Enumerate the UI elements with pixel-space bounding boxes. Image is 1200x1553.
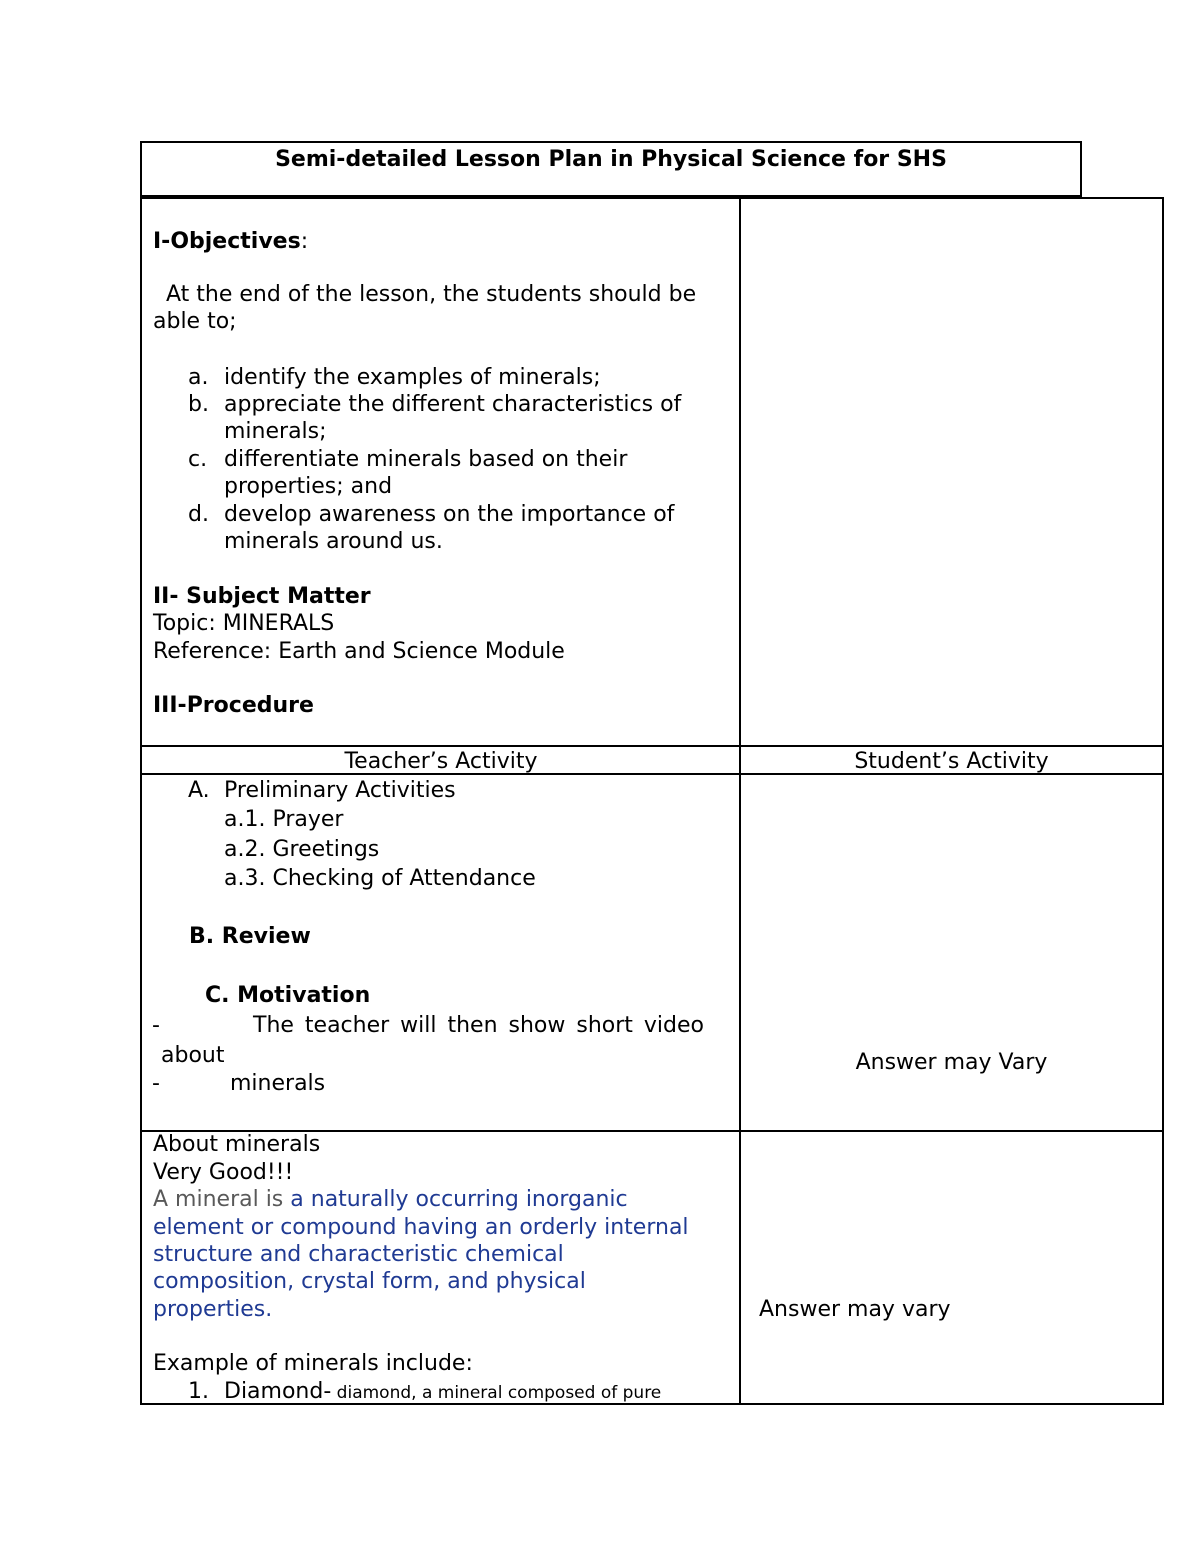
- objective-item-a: [188, 364, 748, 391]
- discussion-praise: Very Good!!!: [153, 1160, 294, 1185]
- preliminary-marker: A.: [188, 778, 210, 803]
- examples-heading: Example of minerals include:: [153, 1351, 473, 1376]
- table-border-left: [140, 197, 142, 1405]
- motivation-text: minerals: [230, 1071, 326, 1096]
- bullet-dash: -: [152, 1013, 160, 1038]
- preliminary-item-greetings: a.2. Greetings: [224, 837, 380, 862]
- table-border-right: [1162, 197, 1164, 1405]
- preliminary-label: Preliminary Activities: [224, 778, 456, 803]
- motivation-text: The teacher will then show short video: [253, 1013, 705, 1038]
- example-item-diamond: [188, 1378, 738, 1405]
- definition-text: a naturally occurring inorganic: [283, 1187, 628, 1212]
- definition-line-4: composition, crystal form, and physical: [153, 1269, 586, 1294]
- student-answer-2: Answer may vary: [759, 1297, 951, 1322]
- motivation-line-1: [152, 1012, 730, 1039]
- objective-text: appreciate the different characteristics of minerals;: [224, 392, 682, 444]
- objective-marker: d.: [188, 502, 209, 527]
- objective-text: differentiate minerals based on their properties; and: [224, 447, 628, 499]
- example-label: [224, 1378, 661, 1407]
- discussion-about: About minerals: [153, 1132, 321, 1157]
- motivation-line-3: [152, 1070, 552, 1097]
- page-title: Semi-detailed Lesson Plan in Physical Science for SHS: [140, 141, 1082, 197]
- example-description: diamond, a mineral composed of pure: [331, 1383, 662, 1403]
- review-heading: B. Review: [189, 924, 311, 949]
- subject-topic: Topic: MINERALS: [153, 611, 335, 636]
- preliminary-item-attendance: a.3. Checking of Attendance: [224, 866, 536, 891]
- objective-item-c: [188, 446, 748, 500]
- motivation-line-2: about: [161, 1043, 225, 1068]
- definition-line-2: element or compound having an orderly internal: [153, 1215, 689, 1240]
- objective-text: develop awareness on the importance of minerals around us.: [224, 502, 675, 554]
- student-activity-header: Student’s Activity: [854, 749, 1049, 774]
- table-border-top: [140, 197, 1164, 199]
- objective-text: identify the examples of minerals;: [224, 365, 601, 390]
- subject-reference: Reference: Earth and Science Module: [153, 639, 565, 664]
- objectives-intro: At the end of the lesson, the students should be able to;: [153, 282, 697, 334]
- motivation-heading: C. Motivation: [205, 983, 371, 1008]
- preliminary-item-prayer: a.1. Prayer: [224, 807, 344, 832]
- definition-line-3: structure and characteristic chemical: [153, 1242, 564, 1267]
- objectives-colon: :: [300, 229, 309, 254]
- objective-marker: a.: [188, 365, 209, 390]
- example-name: Diamond-: [224, 1379, 332, 1404]
- objective-item-d: [188, 501, 748, 555]
- preliminary-activities: [188, 777, 688, 804]
- definition-line-1: [153, 1186, 628, 1213]
- teacher-activity-header: Teacher’s Activity: [344, 749, 538, 774]
- objective-marker: b.: [188, 392, 209, 417]
- objectives-heading: I-Objectives: [153, 229, 301, 254]
- objective-item-b: [188, 391, 748, 445]
- definition-lead: A mineral is: [153, 1187, 284, 1212]
- example-marker: 1.: [188, 1379, 209, 1404]
- subject-matter-heading: II- Subject Matter: [153, 584, 371, 609]
- definition-line-5: properties.: [153, 1297, 273, 1322]
- objectives-heading-line: [153, 228, 308, 255]
- objective-marker: c.: [188, 447, 208, 472]
- bullet-dash: -: [152, 1071, 160, 1096]
- row-divider-header-top: [140, 745, 1164, 747]
- procedure-heading: III-Procedure: [153, 693, 314, 718]
- student-answer-1: Answer may Vary: [855, 1050, 1048, 1075]
